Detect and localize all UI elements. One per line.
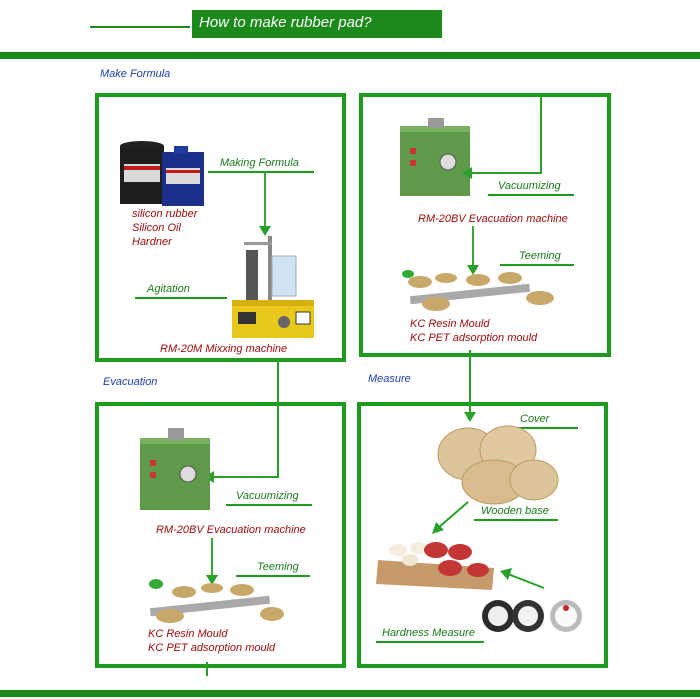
hardness-measure-underline [376, 641, 484, 643]
top-divider [0, 52, 700, 59]
wooden-covers-image [434, 424, 564, 506]
page-title: How to make rubber pad? [199, 14, 372, 31]
making-formula-label: Making Formula [220, 157, 299, 169]
teeming-label: Teeming [519, 250, 561, 262]
mixing-machine-image [228, 236, 320, 340]
mould-2: KC PET adsorption mould [410, 332, 538, 344]
evacuation-machine-label-2: RM-20BV Evacuation machine [156, 524, 306, 536]
arrow-down-icon [464, 412, 476, 422]
agitation-underline [135, 297, 227, 299]
teeming-underline-2 [236, 575, 310, 577]
bottom-divider [0, 690, 700, 697]
vacuumizing-underline [488, 194, 574, 196]
vacuumizing-label-2: Vacuumizing [236, 490, 299, 502]
hardness-measure-label: Hardness Measure [382, 627, 475, 639]
mixing-machine-label: RM-20M Mixxing machine [160, 343, 288, 355]
mould-4: KC PET adsorption mould [148, 642, 276, 654]
evacuation-machine-image [140, 428, 214, 512]
mould-3: KC Resin Mould [148, 628, 228, 640]
silicone-buckets-image [112, 138, 208, 210]
vacuumizing-underline-2 [226, 504, 312, 506]
arrow-shaft [472, 226, 474, 268]
evacuation-machine-image [400, 118, 474, 198]
material-2: Silicon Oil [132, 222, 181, 234]
connector [470, 172, 542, 174]
connector [212, 476, 279, 478]
making-formula-underline [208, 171, 314, 173]
section-evacuation: Evacuation [103, 376, 158, 388]
connector [206, 662, 208, 676]
arrow-left-icon [498, 568, 548, 592]
section-measure: Measure [368, 373, 411, 385]
wooden-base-underline [474, 519, 558, 521]
teeming-underline [500, 264, 574, 266]
arrow-down-icon [259, 226, 271, 236]
agitation-label: Agitation [147, 283, 190, 295]
mould-1: KC Resin Mould [410, 318, 490, 330]
connector [277, 358, 279, 476]
connector [540, 95, 542, 173]
rubber-pads-image [374, 530, 504, 594]
durometers-image [478, 596, 588, 638]
wooden-base-label: Wooden base [481, 505, 549, 517]
cover-label: Cover [520, 413, 550, 425]
moulds-image [140, 578, 290, 628]
vacuumizing-label: Vacuumizing [498, 180, 561, 192]
evacuation-machine-label: RM-20BV Evacuation machine [418, 213, 568, 225]
arrow-left-icon [462, 167, 472, 179]
teeming-label-2: Teeming [257, 561, 299, 573]
material-1: silicon rubber [132, 208, 198, 220]
arrow-shaft [211, 538, 213, 578]
material-3: Hardner [132, 236, 172, 248]
connector [469, 350, 471, 416]
arrow-shaft [264, 172, 266, 230]
section-make-formula: Make Formula [100, 68, 171, 80]
moulds-image [400, 268, 560, 314]
header-rule [90, 26, 190, 28]
